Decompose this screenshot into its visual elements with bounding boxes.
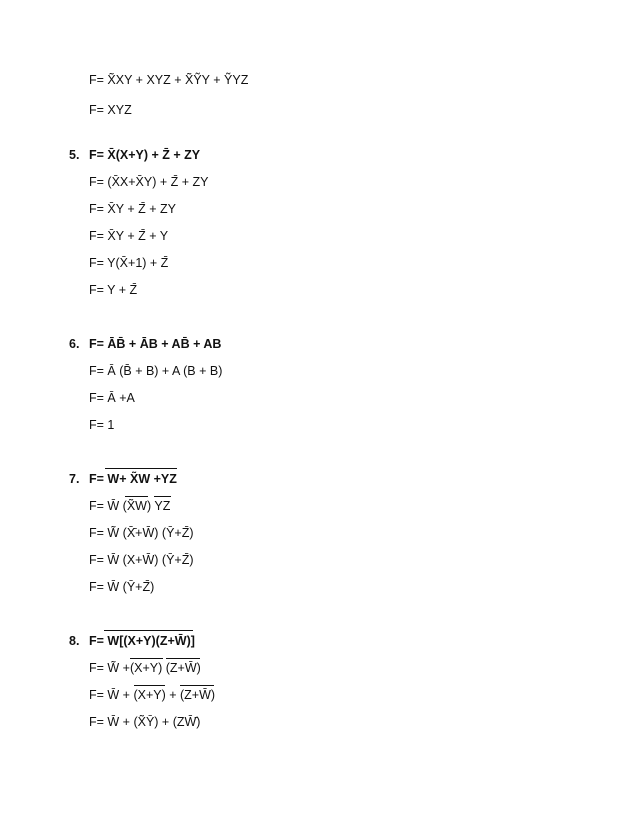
problem-8-step-1-overline-b — [166, 658, 200, 659]
problem-6-step-1: F= Ā (B̄ + B) + A (B + B) — [89, 364, 223, 378]
problem-expression: F= W+ X̃W +YZ — [89, 472, 177, 486]
problem-5-step-3: F= X̄Y + Z̄ + Y — [89, 229, 169, 243]
problem-8-step-2: F= W̄ + (X+Y) + (Z+W̄) — [89, 688, 216, 702]
problem-8 — [69, 634, 195, 649]
problem-8-step-1-overline-a — [130, 658, 163, 659]
problem-8-step-2-overline-b — [180, 685, 214, 686]
intro-step-1: F= X̃XY + XYZ + X̃ỸY + ỸYZ — [89, 73, 249, 87]
problem-6-step-2: F= Ā +A — [89, 391, 135, 405]
problem-5-step-1: F= (X̄X+X̄Y) + Z̄ + ZY — [89, 175, 209, 189]
intro-step-2: F= XYZ — [89, 103, 132, 117]
problem-8-step-1: F= W̃ +(X+Y) (Z+W̄) — [89, 661, 201, 675]
problem-8-step-3: F= W̄ + (X̃Ȳ) + (ZW̄̄) — [89, 715, 201, 729]
problem-6-step-3: F= 1 — [89, 418, 115, 432]
problem-6 — [69, 337, 221, 352]
problem-8-overline — [104, 630, 193, 631]
problem-7-step-1-overline-a — [125, 496, 148, 497]
problem-number: 6. — [69, 337, 80, 351]
problem-expression: F= ĀB̄ + ĀB + AB̄ + AB — [89, 337, 222, 351]
problem-number: 8. — [69, 634, 80, 648]
problem-7-step-2: F= W̃ (X̄̄+W̄) (Ȳ+Z̄) — [89, 526, 194, 540]
problem-5 — [69, 148, 200, 163]
problem-number: 7. — [69, 472, 80, 486]
problem-7-step-3: F= W̄ (X+W̄) (Ȳ+Z̄) — [89, 553, 194, 567]
problem-expression: F= W[(X+Y)(Z+W̄)] — [89, 634, 195, 648]
problem-5-step-2: F= X̄Y + Z̄ + ZY — [89, 202, 176, 216]
problem-8-step-2-overline-a — [134, 685, 165, 686]
problem-7-overline — [105, 468, 177, 469]
problem-7-step-1-overline-b — [154, 496, 171, 497]
problem-5-step-4: F= Y(X̄+1) + Z̄ — [89, 256, 169, 270]
problem-7-step-4: F= W̄ (Ȳ+Z̄) — [89, 580, 155, 594]
problem-7-step-1: F= W̄ (X̃W) YZ — [89, 499, 171, 513]
problem-expression: F= X̄(X+Y) + Z̄ + ZY — [89, 148, 201, 162]
problem-number: 5. — [69, 148, 80, 162]
problem-7 — [69, 472, 177, 487]
problem-5-step-5: F= Y + Z̄ — [89, 283, 138, 297]
